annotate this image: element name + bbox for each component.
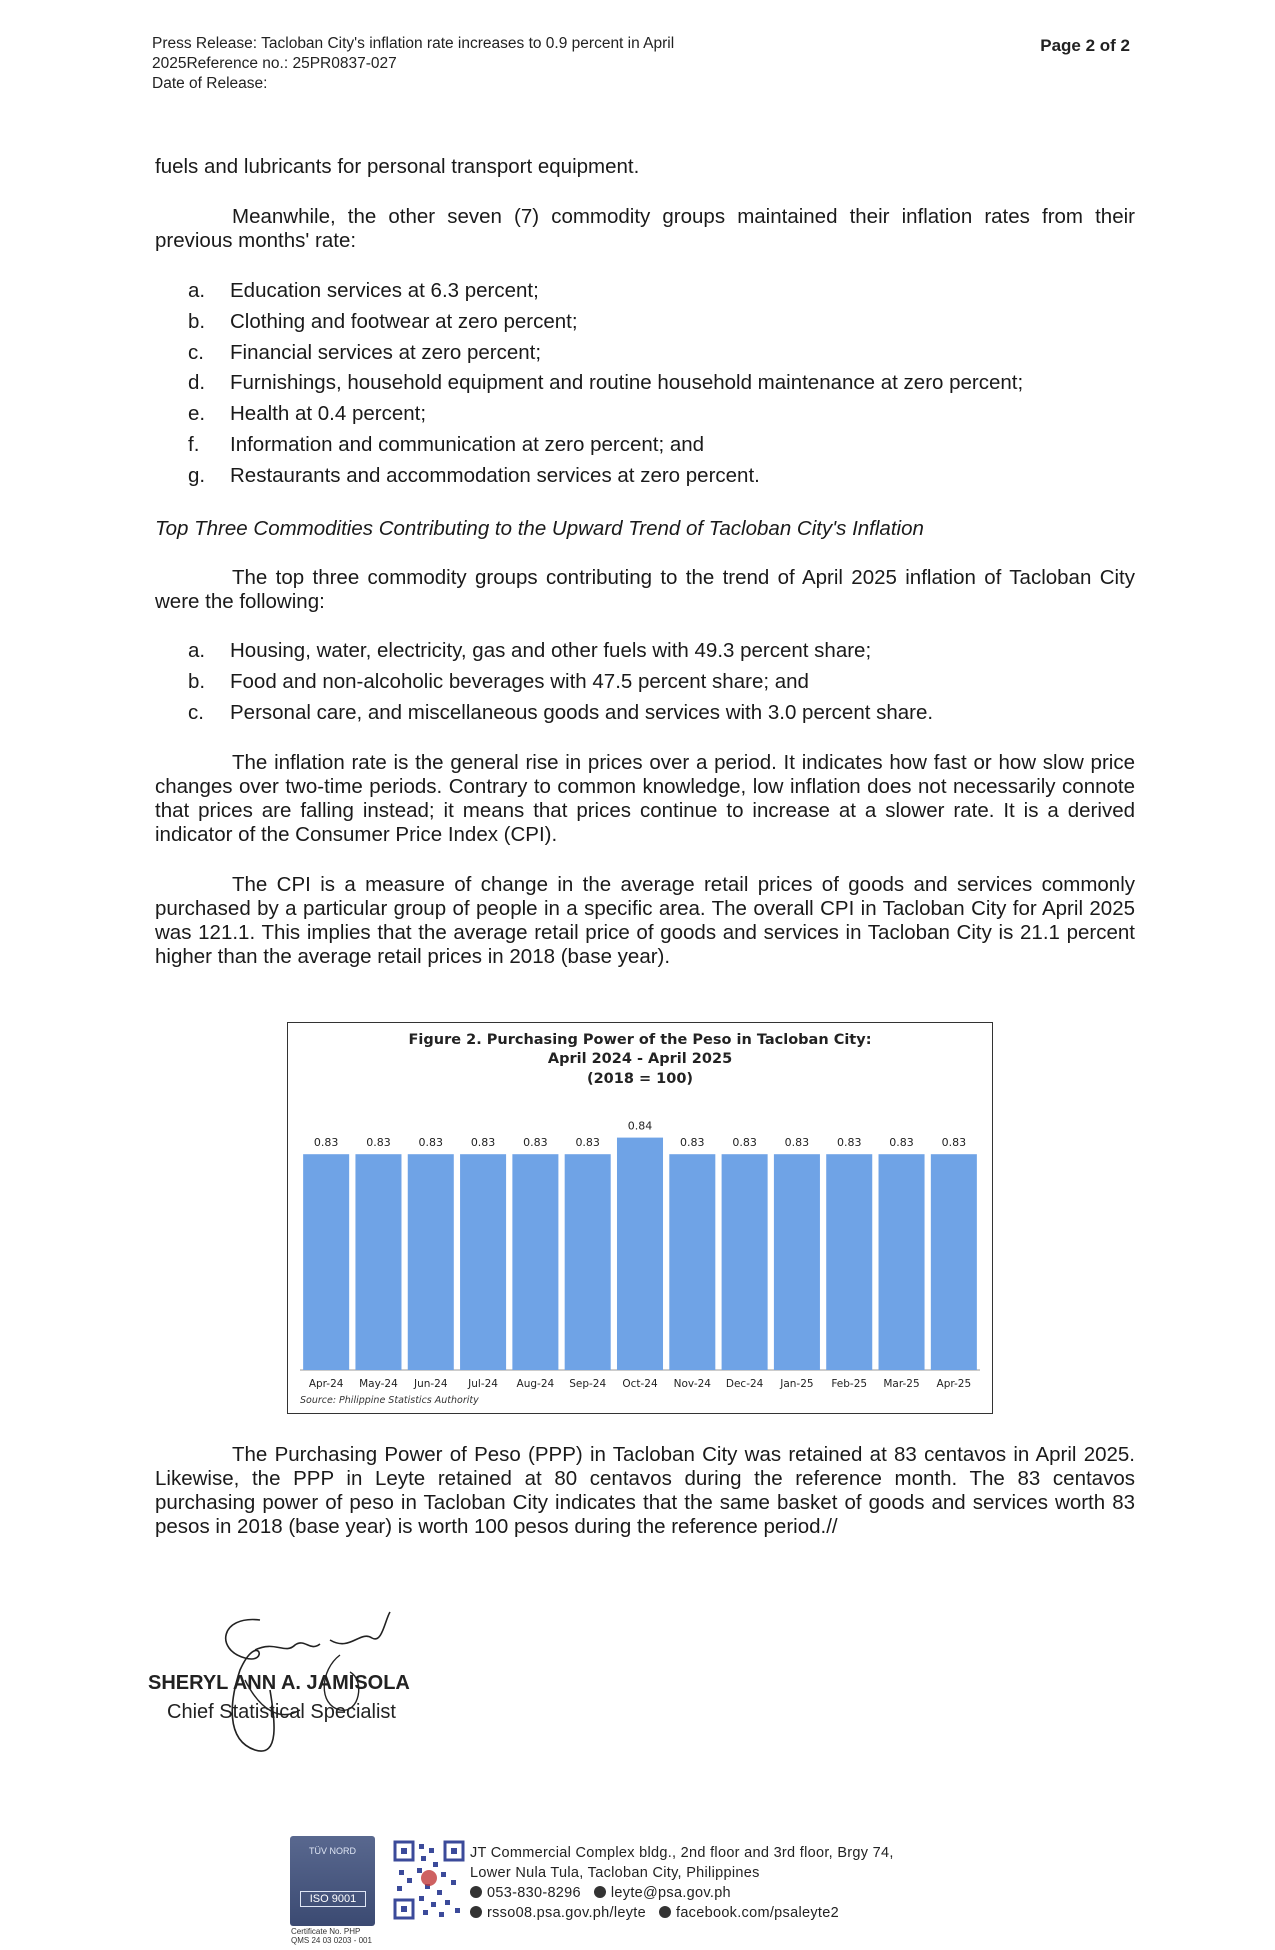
contact-line-2: [470, 1903, 894, 1923]
chart-bar-Jul-24: [460, 1154, 506, 1370]
list-item: d. Furnishings, household equipment and routine household maintenance at zero percent;: [188, 371, 1024, 395]
chart-category-label: Nov-24: [673, 1378, 711, 1390]
chart-base-year: (2018 = 100): [586, 1071, 694, 1087]
certifier-logo: TÜV NORD: [309, 1846, 356, 1856]
phone-number: 053-830-8296: [487, 1885, 581, 1901]
chart-bar-Nov-24: [669, 1154, 715, 1370]
chart-value-label: 0.83: [941, 1136, 967, 1150]
chart-category-label: Jan-25: [780, 1378, 814, 1390]
chart-category-label: Jul-24: [468, 1378, 498, 1390]
chart-value-label: 0.83: [575, 1136, 600, 1150]
chart-source-note: Source: Philippine Statistics Authority: [300, 1395, 479, 1406]
chart-value-label: 0.83: [523, 1136, 548, 1150]
list-item: a. Education services at 6.3 percent;: [188, 279, 539, 302]
certificate-number: Certificate No. PHP QMS 24 03 0203 - 001: [291, 1927, 372, 1945]
chart-category-label: Apr-24: [308, 1378, 344, 1390]
chart-subtitle: April 2024 - April 2025: [547, 1051, 733, 1067]
chart-bar-Aug-24: [512, 1154, 558, 1370]
paragraph-ppp-summary: The Purchasing Power of Peso (PPP) in Tacloban City was retained at 83 centavos in April 2025. Likewise, the PPP in Leyte retained at 80 centavos during the reference month. The 83 centavos purchasing power of peso in Tacloban City indicates that the same basket of goods and services worth 83 pesos in 2018 (base year) is worth 100 pesos during the reference period.//: [155, 1443, 1135, 1538]
list-item: f. Information and communication at zero percent; and: [188, 432, 705, 456]
paragraph-other-groups: Meanwhile, the other seven (7) commodity groups maintained their inflation rates from their previous months' rate:: [155, 205, 1135, 252]
list-item: c. Financial services at zero percent;: [188, 340, 542, 364]
list-item: b. Food and non-alcoholic beverages with 47.5 percent share; and: [188, 669, 809, 693]
chart-value-label: 0.83: [418, 1136, 444, 1150]
paragraph-inflation-definition: The inflation rate is the general rise in prices over a period. It indicates how fast or how slow price changes over two-time periods. Contrary to common knowledge, low inflation does not necessarily connote that prices are falling instead; it means that prices continue to increase at a slower rate. It is a derived indicator of the Consumer Price Index (CPI).: [155, 751, 1135, 846]
iso-certification-badge: [290, 1836, 375, 1926]
list-item: c. Personal care, and miscellaneous goods and services with 3.0 percent share.: [188, 700, 934, 724]
facebook-link[interactable]: facebook.com/psaleyte2: [675, 1905, 839, 1921]
chart-bar-Apr-24: [303, 1154, 349, 1370]
chart-value-label: 0.83: [836, 1136, 862, 1150]
chart-value-label: 0.83: [680, 1136, 705, 1150]
chart-category-label: Sep-24: [569, 1378, 607, 1390]
chart-category-label: Jun-24: [413, 1378, 448, 1390]
paragraph-cpi-definition: The CPI is a measure of change in the average retail prices of goods and services commonly purchased by a particular group of people in a specific area. The overall CPI in Tacloban City for April 2025 was 121.1. This implies that the average retail price of goods and services in Tacloban City is 21.1 percent higher than the average retail prices in 2018 (base year).: [155, 873, 1135, 968]
paragraph-top-three: The top three commodity groups contributing to the trend of April 2025 inflation of Tacloban City were the following:: [155, 566, 1135, 613]
chart-value-label: 0.83: [784, 1136, 810, 1150]
phone-icon: [470, 1886, 482, 1898]
chart-bar-Apr-25: [931, 1154, 977, 1370]
header-date-line: Date of Release:: [152, 75, 268, 92]
chart-title: Figure 2. Purchasing Power of the Peso in Tacloban City:: [408, 1032, 872, 1048]
chart-value-label: 0.84: [627, 1119, 653, 1133]
list-item: a. Housing, water, electricity, gas and other fuels with 49.3 percent share;: [188, 639, 872, 662]
chart-bar-Jun-24: [408, 1154, 454, 1370]
chart-bar-May-24: [355, 1154, 401, 1370]
chart-category-label: Mar-25: [883, 1378, 920, 1390]
footer-address-info: [470, 1843, 894, 1923]
section-subheading: Top Three Commodities Contributing to the Upward Trend of Tacloban City's Inflation: [155, 517, 924, 540]
globe-icon: [470, 1906, 482, 1918]
qr-code-icon: [393, 1840, 465, 1920]
chart-category-label: Oct-24: [622, 1378, 658, 1390]
chart-plot: [288, 1023, 992, 1413]
chart-value-label: 0.83: [732, 1136, 757, 1150]
chart-category-label: May-24: [359, 1378, 398, 1390]
list-maintained-groups: [188, 276, 1148, 492]
signatory-title: Chief Statistical Specialist: [167, 1701, 396, 1723]
chart-bar-Oct-24: [617, 1138, 663, 1370]
address-line-1: JT Commercial Complex bldg., 2nd floor and 3rd floor, Brgy 74,: [470, 1845, 894, 1861]
contact-line-1: [470, 1883, 894, 1903]
email-icon: [594, 1886, 606, 1898]
chart-bar-Jan-25: [774, 1154, 820, 1370]
ppp-bar-chart: [287, 1022, 993, 1414]
chart-bar-Mar-25: [879, 1154, 925, 1370]
list-top-contributors: [188, 636, 1148, 728]
page-number: Page 2 of 2: [1040, 36, 1130, 55]
list-item: e. Health at 0.4 percent;: [188, 402, 427, 426]
list-item: b. Clothing and footwear at zero percent;: [188, 309, 578, 333]
website-link[interactable]: rsso08.psa.gov.ph/leyte: [487, 1905, 646, 1921]
header-reference-line: 2025Reference no.: 25PR0837-027: [152, 55, 397, 72]
chart-category-label: Feb-25: [831, 1378, 868, 1390]
chart-category-label: Apr-25: [936, 1378, 972, 1390]
chart-value-label: 0.83: [470, 1136, 496, 1150]
chart-value-label: 0.83: [313, 1136, 339, 1150]
address-line-2: Lower Nula Tula, Tacloban City, Philippines: [470, 1865, 760, 1881]
list-item: g. Restaurants and accommodation services at zero percent.: [188, 463, 760, 487]
chart-bar-Sep-24: [565, 1154, 611, 1370]
chart-bar-Dec-24: [722, 1154, 768, 1370]
iso-label: ISO 9001: [300, 1891, 366, 1907]
header-title-line: Press Release: Tacloban City's inflation rate increases to 0.9 percent in April: [152, 35, 675, 52]
facebook-icon: [659, 1906, 671, 1918]
press-release-header: [152, 34, 674, 94]
chart-category-label: Dec-24: [725, 1378, 764, 1390]
footer-contact-block: [285, 1830, 1045, 1945]
paragraph-continuation: fuels and lubricants for personal transport equipment.: [155, 155, 640, 178]
signatory-name: SHERYL ANN A. JAMISOLA: [148, 1672, 410, 1694]
chart-bar-Feb-25: [826, 1154, 872, 1370]
chart-value-label: 0.83: [889, 1136, 914, 1150]
email-link[interactable]: leyte@psa.gov.ph: [610, 1885, 731, 1901]
chart-value-label: 0.83: [366, 1136, 391, 1150]
chart-category-label: Aug-24: [516, 1378, 555, 1390]
